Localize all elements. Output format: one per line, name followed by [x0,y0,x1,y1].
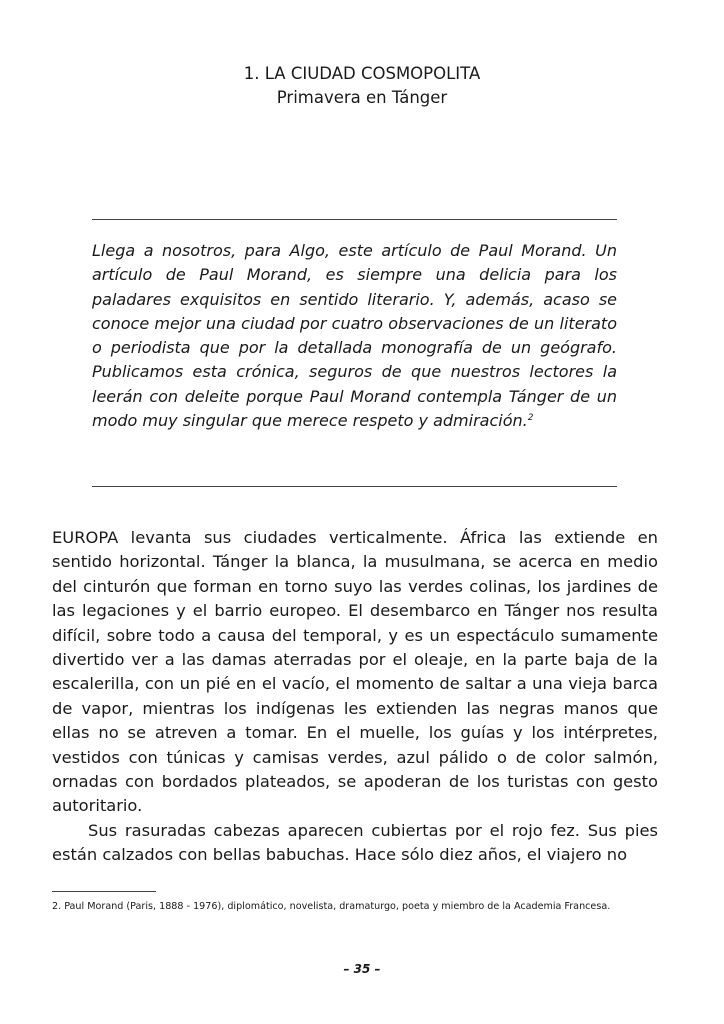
body-paragraph-2: Sus rasuradas cabezas aparecen cubiertas por el rojo fez. Sus pies están calzados con bellas babuchas. Hace sólo diez años, el viajero no [52,820,658,865]
intro-text: Llega a nosotros, para Algo, este artículo de Paul Morand. Un artículo de Paul Morand, es siempre una delicia para los paladares exquisitos en sentido literario. Y, además, acaso se conoce mejor una ciudad por cuatro observaciones de un literato o periodista que por la detallada monografía de un geógrafo. Publicamos esta crónica, seguros de que nuestros lectores la leerán con deleite porque Paul Morand contempla Tánger de un modo muy singular que merece respeto y admiración. [92,241,617,431]
intro-bottom-rule [92,486,617,487]
footnote-reference[interactable]: 2 [527,413,534,424]
article-body [52,526,658,868]
intro-paragraph [92,239,617,433]
chapter-subtitle: Primavera en Tánger [276,88,448,107]
intro-note [92,239,617,433]
page-number: – 35 – [343,962,381,976]
footnote-text: 2. Paul Morand (Paris, 1888 - 1976), diplomático, novelista, dramaturgo, poeta y miembro de la Academia Francesa. [52,901,611,912]
footnote [52,899,658,914]
chapter-heading [0,62,724,110]
footnote-separator [52,891,156,892]
intro-top-rule [92,219,617,220]
chapter-title: 1. LA CIUDAD COSMOPOLITA [243,64,481,83]
body-paragraph-1: EUROPA levanta sus ciudades verticalmente. África las extiende en sentido horizontal. Tánger la blanca, la musulmana, se acerca en medio del cinturón que forman en torno suyo las verdes colinas, los jardines de las legaciones y el barrio europeo. El desembarco en Tánger nos resulta difícil, sobre todo a causa del temporal, y es un espectáculo sumamente divertido ver a las damas aterradas por el oleaje, en la parte baja de la escalerilla, con un pié en el vacío, el momento de saltar a una vieja barca de vapor, mientras los indígenas les extienden las negras manos que ellas no se atreven a tomar. En el muelle, los guías y los intérpretes, vestidos con túnicas y camisas verdes, azul pálido o de color salmón, ornadas con bordados plateados, se apoderan de los turistas con gesto autoritario. [52,528,658,816]
